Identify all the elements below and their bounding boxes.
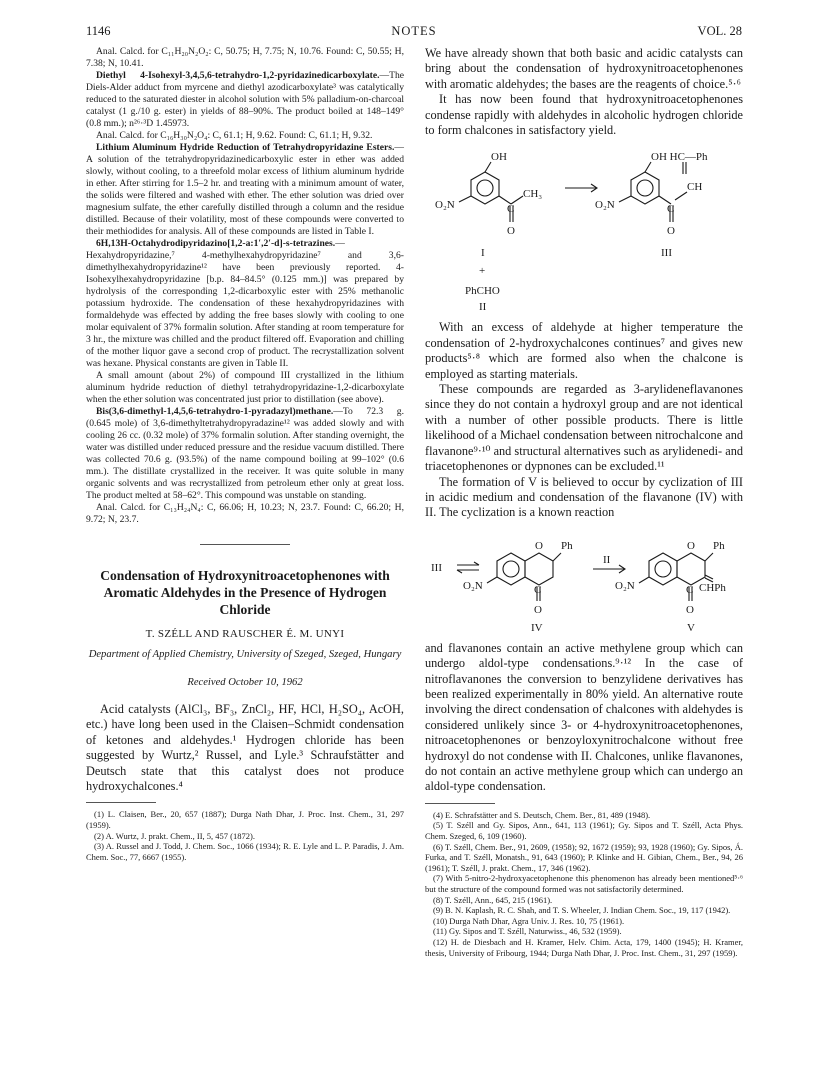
scheme1-label-I: I [481, 247, 485, 260]
footnote-4: (4) E. Schrafstätter and S. Deutsch, Chem. Ber., 81, 489 (1948). [433, 809, 651, 820]
analysis-1: Anal. Calcd. for C₁₁H₂₀N₂O₂: C, 50.75; H, 7.75; N, 10.76. Found: C, 50.55; H, 7.38; N, 10.41. [86, 46, 404, 69]
footnote-3: (3) A. Russel and J. Todd, J. Chem. Soc., 1066 (1934); R. E. Lyle and L. P. Paradis, J. Am. Chem. Soc., 77, 6667 (1955). [86, 841, 404, 862]
experimental-notes [86, 46, 404, 526]
scheme1-o-product: O [667, 225, 675, 238]
right-column [425, 46, 743, 958]
article-title: Condensation of Hydroxynitroacetophenones with Aromatic Aldehydes in the Presence of Hydrogen Chloride [100, 568, 390, 617]
scheme1-label-III: III [661, 247, 672, 260]
octa-text: —Hexahydropyridazine,⁷ 4-methylhexahydropyridazine⁷ and 3,6-dimethylhexahydropyridazine¹² have been previously reported. 4-Isohexylhexahydropyridazine [b.p. 84–84.5° (0.125 mm.)] was prepared by hydrolysis of the corresponding 1,2-dicarboxylic ester with 25% methanolic potassium hydroxide. The condensation of these hexahydropyridazines with formaldehyde was effected by adding the free bases slowly with cooling to one molar equivalent of 37% formalin solution. After standing at room temperature for 3 hr., the mixture was chilled and the product filtered off. Evaporation and chilling of the mother liquor gave a second crop of product. The recrystallization solvent was hexane. Physical constants are given in Table II. [86, 238, 404, 369]
scheme2-iii: III [431, 561, 442, 574]
right-body-bottom [425, 641, 743, 795]
scheme1-c-product: C [667, 203, 675, 216]
footnote-5: (5) T. Széll and Gy. Sipos, Ann., 641, 113 (1961); Gy. Sipos and T. Széll, Acta Phys. Chem. Szeged, 6, 109 (1960). [425, 820, 743, 841]
scheme1-o2n: O₂N [435, 199, 455, 212]
article-affiliation: Department of Applied Chemistry, University of Szeged, Szeged, Hungary [88, 649, 402, 660]
bis-text: —To 72.3 g. (0.645 mole) of 3,6-dimethyltetrahydropyradazine¹² was added slowly and with cooling 26 cc. (0.32 mole) of 37% formalin solution. After standing overnight, the water was distilled under reduced pressure and the residue vacuum distilled. There was collected 70.6 g. (93.5%) of the name compound boiling at 99–102° (0.6 mm.). The distillate crystallized in the receiver. It was quite soluble in many organic solvents and was recrystallized from petroleum ether only at great loss. The product melted at 58–62°. This compound was unstable on standing. [86, 406, 404, 501]
paragraph-5: The formation of V is believed to occur by cyclization of III in acidic medium and condensation of the flavanone (IV) with II. The cyclization is a known reaction [425, 474, 743, 520]
footnote-rule-left [86, 802, 156, 803]
scheme2-c-v: C [686, 583, 694, 596]
lah-text: —A solution of the tetrahydropyridazinedicarboxylic ester in ether was added slowly, without cooling, to a threefold molar excess of lithium aluminum hydride in ether. After stirring for 1.5–2 hr. and treating with a minimum amount of water, the solids were filtered and washed with ether. The ether solution was dried over magnesium sulfate, the ether carefully distilled through a column and the residue distilled. Because of their volatility, most of these compounds were converted to their methiodides for analysis. All of these compounds are listed in Table I. [86, 142, 404, 237]
right-body-mid [425, 320, 743, 520]
left-column [86, 46, 404, 862]
footnote-rule-right [425, 803, 495, 804]
reaction-scheme-1 [425, 144, 743, 316]
footnote-12: (12) H. de Diesbach and H. Kramer, Helv. Chim. Acta, 179, 1400 (1945); H. Kramer, thesis, University of Fribourg, 1944; Durga Nath Dhar, J. Proc. Inst. Chem., 31, 297 (1959). [425, 936, 743, 958]
paragraph-1: We have already shown that both basic and acidic catalysts can bring about the condensation of hydroxynitroacetophenones with aromatic aldehydes; the bases are the reagents of choice.⁵·⁶ [425, 46, 743, 91]
scheme2-o-v: O [687, 539, 695, 552]
scheme1-ch3: CH₃ [523, 188, 543, 201]
scheme2-o2n: O₂N [463, 579, 483, 592]
scheme2-label-IV: IV [531, 621, 543, 634]
paragraph-4: These compounds are regarded as 3-arylideneflavanones since they do not contain a hydroxyl group and are not identical with a number of other possible products. There is little likelihood of a Michael condensation between nitrochalcone and flavanone⁹·¹⁰ and structural alternatives such as arylidenedi- and triacetophenones or dypnones can be excluded.¹¹ [425, 382, 743, 474]
scheme2-chph: CHPh [699, 581, 726, 594]
scheme1-ch: CH [687, 181, 703, 194]
footnote-10: (10) Durga Nath Dhar, Agra Univ. J. Res. 10, 75 (1961). [433, 915, 625, 926]
scheme2-o: O [535, 539, 543, 552]
section-divider [200, 544, 290, 545]
scheme2-arrow-label: II [603, 553, 611, 566]
scheme1-plus: + [479, 265, 486, 278]
paragraph-6: and flavanones contain an active methylene group which can undergo aldol-type condensations.⁹·¹² In the case of nitroflavanones the conversion to benzylidene derivatives has been realized experimentally in 80% yield. An alternative route involving the direct condensation of chalcones with aldehydes is considered unlikely since 3- or 4-hydroxynitroacetophenones, nitroacetophenones or benzoyloxynitrochalcone without free hydroxyl do not condense with II. Chalcones, unlike flavanones, do not contain an active methylene group which can undergo an aldol-type condensation. [425, 640, 743, 794]
diethyl-text: —The Diels-Alder adduct from myrcene and diethyl azodicarboxylate³ was catalytically reduced to the saturated diester in alcohol solution with 5% palladium-on-charcoal catalyst (1 g./10 g. ester) in yields of 88–90%. The product boiled at 148–149° (0.8 mm.); n²⁶·³D 1.45973. [86, 70, 404, 129]
right-body-top [425, 46, 743, 138]
scheme1-o2n-product: O₂N [595, 199, 615, 212]
footnotes-right [425, 810, 743, 958]
analysis-2: Anal. Calcd. for C₁₆H₃₀N₂O₄: C, 61.1; H, 9.62. Found: C, 61.1; H, 9.32. [96, 130, 373, 141]
volume-label: VOL. 28 [697, 24, 742, 38]
footnote-8: (8) T. Széll, Ann., 645, 215 (1961). [433, 894, 553, 905]
scheme2-c: C [534, 583, 542, 596]
analysis-3: Anal. Calcd. for C₁₃H₂₄N₄: C, 66.06; H, 10.23; N, 23.7. Found: C, 66.20; H, 9.72; N, 23.7. [86, 502, 404, 525]
lah-paragraph [86, 142, 404, 238]
footnote-2: (2) A. Wurtz, J. prakt. Chem., II, 5, 457 (1872). [94, 830, 255, 841]
reaction-scheme-2 [425, 525, 743, 637]
diethyl-paragraph [86, 70, 404, 130]
small-amount-paragraph: A small amount (about 2%) of compound III crystallized in the lithium aluminum hydride reduction of diethyl tetrahydropyridazine-1,2-dicarboxylate when the ether solution was concentrated just prior to distillation (see above). [86, 370, 404, 405]
intro-paragraph: Acid catalysts (AlCl₃, BF₃, ZnCl₂, HF, HCl, H₂SO₄, AcOH, etc.) have long been used in the Claisen–Schmidt condensation of ketones and aldehydes.¹ Hydrogen chloride has been suggested by Wurtz,² Russel, and Lyle.³ Schraufstätter and Deutsch state that this catalyst does not produce hydroxychalcones.⁴ [86, 702, 404, 794]
scheme1-oh-hc-ph: OH HC—Ph [651, 151, 708, 164]
received-date: Received October 10, 1962 [187, 677, 303, 688]
octa-paragraph [86, 238, 404, 370]
scheme1-oh: OH [491, 151, 507, 164]
lah-heading: Lithium Aluminum Hydride Reduction of Tetrahydropyridazine Esters. [96, 142, 395, 153]
bis-heading: Bis(3,6-dimethyl-1,4,5,6-tetrahydro-1-pyradazyl)methane. [96, 406, 334, 417]
section-title: NOTES [391, 24, 437, 38]
scheme2-o2n-v: O₂N [615, 579, 635, 592]
footnote-11: (11) Gy. Sipos and T. Széll, Naturwiss., 46, 532 (1959). [433, 926, 622, 937]
scheme1-phcho: PhCHO [465, 285, 500, 298]
article-authors: T. SZÉLL AND RAUSCHER É. M. UNYI [145, 628, 345, 640]
footnote-6: (6) T. Széll, Chem. Ber., 91, 2609, (1958); 92, 1672 (1959); 93, 1928 (1960); Gy. Sipos, Á. Furka, and T. Széll, Monatsh., 91, 643 (1960); P. Klinke and H. Gibian, Chem., Ber., 94, 26 (1961); T. Széll, J. prakt. Chem., 17, 346 (1962). [425, 841, 743, 873]
scheme2-ph: Ph [561, 539, 573, 552]
bis-paragraph [86, 406, 404, 502]
scheme2-ph-v: Ph [713, 539, 725, 552]
scheme2-o-carbonyl-v: O [686, 603, 694, 616]
paragraph-2: It has now been found that hydroxynitroacetophenones condense rapidly with aldehydes in alcoholic hydrogen chloride to form chalcones in satisfactory yield. [425, 92, 743, 138]
scheme1-label-II: II [479, 301, 487, 314]
page-number: 1146 [86, 24, 111, 38]
page-header [86, 24, 742, 44]
scheme2-label-V: V [687, 621, 695, 634]
scheme2-o-carbonyl: O [534, 603, 542, 616]
footnote-7: (7) With 5-nitro-2-hydroxyacetophenone this phenomenon has already been mentioned⁵·⁶ but the structure of the compound formed was not satisfactorily determined. [425, 873, 743, 894]
footnote-9: (9) B. N. Kaplash, R. C. Shah, and T. S. Wheeler, J. Indian Chem. Soc., 19, 117 (1942). [433, 905, 731, 916]
scheme1-c: C [507, 203, 515, 216]
footnote-1: (1) L. Claisen, Ber., 20, 657 (1887); Durga Nath Dhar, J. Proc. Inst. Chem., 31, 297 (1959). [86, 809, 404, 831]
paragraph-3: With an excess of aldehyde at higher temperature the condensation of 2-hydroxychalcones continues⁷ and gives new products⁵·⁸ which are formed also when the chalcone is employed as starting materials. [425, 320, 743, 381]
octa-heading: 6H,13H-Octahydrodipyridazino[1,2-a:1′,2′-d]-s-tetrazines. [96, 238, 336, 249]
scheme1-o: O [507, 225, 515, 238]
diethyl-heading: Diethyl 4-Isohexyl-3,4,5,6-tetrahydro-1,2-pyridazinedicarboxylate. [96, 70, 380, 81]
intro-body [86, 702, 404, 794]
footnotes-left [86, 809, 404, 862]
